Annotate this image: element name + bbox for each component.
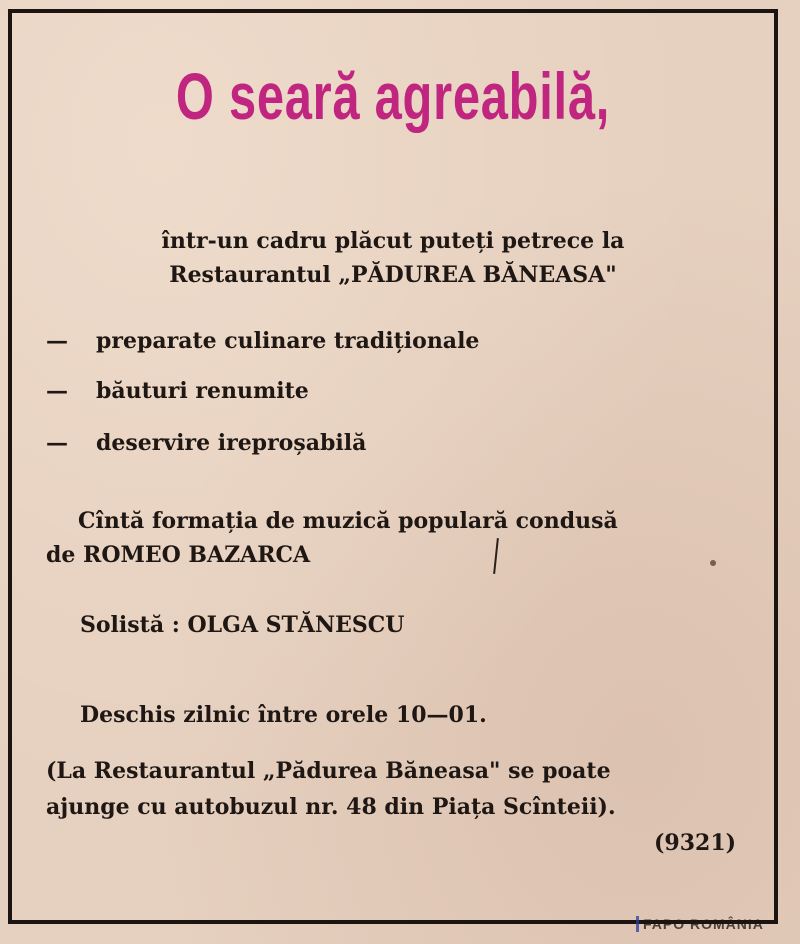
watermark: FAPO ROMÂNIA — [636, 916, 764, 932]
list-item — [46, 328, 479, 354]
intro-line-1: într-un cadru plăcut puteți petrece la — [161, 228, 625, 254]
directions-line-1: (La Restaurantul „Pădurea Băneasa" se poate — [46, 758, 611, 784]
ad-code: (9321) — [654, 830, 737, 856]
directions-line-2: ajunge cu autobuzul nr. 48 din Piața Scînteii). — [46, 794, 616, 820]
list-item — [46, 378, 309, 404]
ad-border-frame — [8, 9, 778, 924]
list-item — [46, 430, 366, 456]
ad-headline: O seară agreabilă, — [175, 59, 611, 133]
soloist-line: Solistă : OLGA STĂNESCU — [80, 612, 405, 638]
list-item-text: deservire ireproșabilă — [96, 430, 367, 456]
opening-hours: Deschis zilnic între orele 10—01. — [80, 702, 487, 728]
list-item-text: preparate culinare tradiționale — [96, 328, 480, 354]
list-item-text: băuturi renumite — [96, 378, 309, 404]
list-dash: — — [46, 430, 68, 456]
intro-line-2: Restaurantul „PĂDUREA BĂNEASA" — [169, 262, 617, 288]
list-dash: — — [46, 328, 68, 354]
music-line-1: Cîntă formația de muzică populară condusă — [78, 508, 618, 534]
ink-speck — [710, 560, 716, 566]
list-dash: — — [46, 378, 68, 404]
music-line-2: de ROMEO BAZARCA — [46, 542, 311, 568]
